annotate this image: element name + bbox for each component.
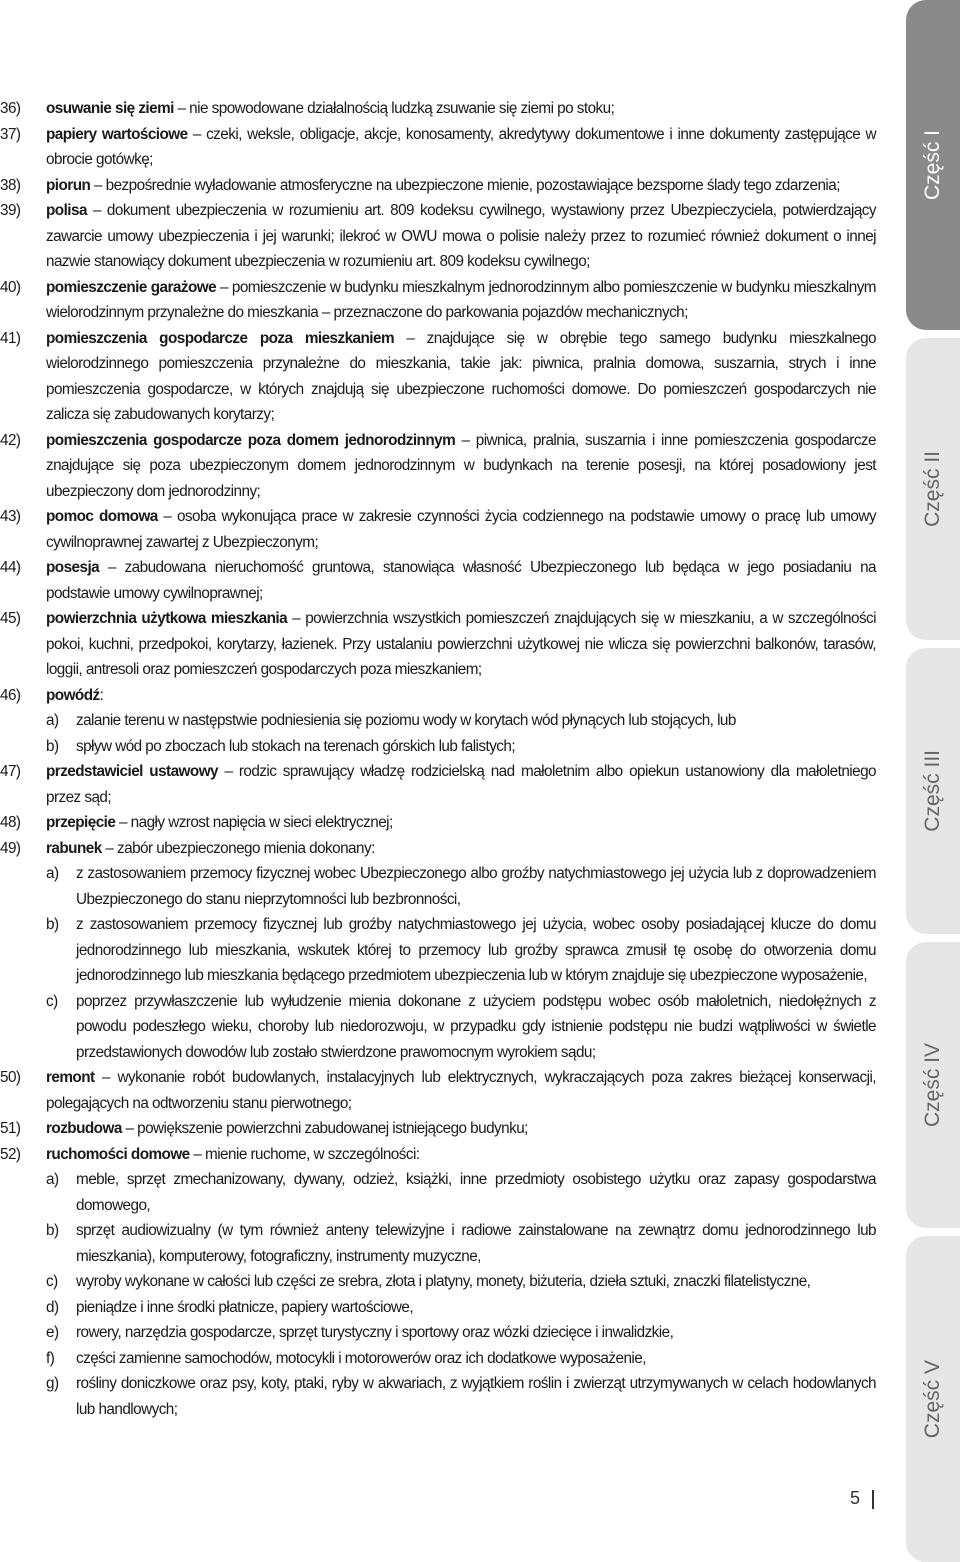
definition-text: – dokument ubezpieczenia w rozumieniu art. 809 kodeksu cywilnego, wystawiony przez Ubezpieczyciela, potwierdzający zawarcie umowy ubezpieczenia i jej warunki; ilekroć w OWU mowa o polisie należy przez to rozumieć również dokument o innej nazwie stanowiący dokument ubezpieczenia w rozumieniu art. 809 kodeksu cywilnego; [46, 202, 876, 270]
tab-czesc-1[interactable] [906, 0, 960, 330]
definitions-list [0, 96, 876, 1422]
subitem-text: meble, sprzęt zmechanizowany, dywany, odzież, książki, inne przedmioty osobistego użytku oraz zapasy gospodarstwa domowego, [76, 1171, 876, 1214]
section-tabs [906, 0, 960, 1562]
definition-subitem [46, 1346, 876, 1372]
definition-subitem [46, 1269, 876, 1295]
definition-item [0, 122, 876, 173]
definition-number: 49) [0, 839, 21, 857]
definition-item [0, 1142, 876, 1423]
definition-subitem [46, 1295, 876, 1321]
definition-term: pomieszczenie garażowe [46, 278, 217, 296]
definition-number: 44) [0, 559, 21, 576]
definition-item [0, 836, 876, 1066]
subitem-letter: b) [46, 737, 59, 755]
tab-label: Część IV [921, 1042, 944, 1128]
definition-term: ruchomości domowe [46, 1145, 190, 1163]
definition-number: 50) [0, 1069, 21, 1086]
definition-subitem [46, 1371, 876, 1422]
definition-subitem [46, 861, 876, 912]
definition-number: 36) [0, 100, 21, 117]
subitem-text: rośliny doniczkowe oraz psy, koty, ptaki, ryby w akwariach, z wyjątkiem roślin i zwierząt utrzymywanych w celach hodowlanych lub handlowych; [76, 1375, 876, 1418]
page-number: 5 [850, 1488, 861, 1508]
definition-term: pomieszczenia gospodarcze poza mieszkaniem [46, 329, 395, 347]
subitem-letter: a) [46, 1171, 59, 1188]
subitem-text: z zastosowaniem przemocy fizycznej wobec Ubezpieczonego albo groźby natychmiastowego jej użycia lub z doprowadzeniem Ubezpieczonego do stanu nieprzytomności lub bezbronności, [76, 865, 876, 908]
definition-item [0, 1116, 876, 1142]
definition-term: rabunek [46, 839, 102, 857]
subitem-text: spływ wód po zboczach lub stokach na terenach górskich lub falistych; [76, 737, 516, 755]
definition-number: 41) [0, 329, 21, 347]
page-number-divider [872, 1490, 874, 1509]
definition-term: papiery wartościowe [46, 125, 188, 143]
definition-item [0, 555, 876, 606]
definition-subitem [46, 989, 876, 1066]
definition-number: 38) [0, 176, 21, 194]
definition-number: 37) [0, 125, 21, 143]
definition-text: – pomieszczenie w budynku mieszkalnym jednorodzinnym albo pomieszczenie w budynku mieszkalnym wielorodzinnym przynależne do mieszkania – przeznaczone do parkowania pojazdów mechanicznych; [46, 278, 876, 321]
definition-item [0, 428, 876, 505]
tab-label: Część II [921, 451, 944, 527]
definition-text: – nie spowodowane działalnością ludzką zsuwanie się ziemi po stoku; [173, 100, 615, 117]
subitem-text: rowery, narzędzia gospodarcze, sprzęt turystyczny i sportowy oraz wózki dziecięce i inwalidzkie, [76, 1324, 674, 1341]
definition-term: przepięcie [46, 814, 116, 831]
definition-number: 42) [0, 431, 21, 449]
definition-number: 52) [0, 1145, 21, 1163]
definition-text: – znajdujące się w obrębie tego samego budynku mieszkalnego wielorodzinnego pomieszczenia przynależne do mieszkania, takie jak: piwnica, pralnia domowa, suszarnia, strych i inne pomieszczenia gospodarcze, w których znajdują się ubezpieczone ruchomości domowe. Do pomieszczeń gospodarczych nie zalicza się zabudowanych korytarzy; [46, 329, 876, 423]
definition-term: osuwanie się ziemi [46, 100, 174, 117]
definition-term: przedstawiciel ustawowy [46, 763, 219, 780]
definition-text: – powierzchnia wszystkich pomieszczeń znajdujących się w mieszkaniu, a w szczególności pokoi, kuchni, przedpokoi, korytarzy, łazienek. Przy ustalaniu powierzchni użytkowej nie wlicza się powierzchni balkonów, tarasów, loggii, antresoli oraz pomieszczeń gospodarczych poza mieszkaniem; [46, 610, 876, 678]
tab-czesc-4[interactable] [906, 942, 960, 1228]
definition-number: 45) [0, 610, 21, 627]
definition-number: 39) [0, 202, 21, 219]
definition-item [0, 173, 876, 199]
subitem-letter: a) [46, 712, 59, 729]
subitem-letter: a) [46, 865, 59, 882]
definition-number: 51) [0, 1120, 21, 1137]
definition-item [0, 275, 876, 326]
definition-number: 43) [0, 508, 21, 525]
definition-item [0, 810, 876, 836]
definition-number: 48) [0, 814, 21, 831]
definition-item [0, 1065, 876, 1116]
definition-number: 46) [0, 686, 21, 704]
subitem-letter: c) [46, 1273, 58, 1290]
definition-text: – powiększenie powierzchni zabudowanej istniejącego budynku; [121, 1120, 528, 1137]
subitem-letter: d) [46, 1298, 59, 1316]
definition-term: powierzchnia użytkowa mieszkania [46, 610, 288, 627]
definition-number: 40) [0, 278, 21, 296]
definition-subitem [46, 1320, 876, 1346]
tab-czesc-3[interactable] [906, 648, 960, 934]
definition-item [0, 683, 876, 760]
definition-text: – wykonanie robót budowlanych, instalacyjnych lub elektrycznych, wykraczających poza zakres bieżącej konserwacji, polegających na odtworzeniu stanu pierwotnego; [46, 1069, 876, 1112]
subitem-letter: c) [46, 992, 58, 1010]
subitem-letter: b) [46, 1222, 59, 1239]
subitem-letter: b) [46, 916, 59, 933]
tab-czesc-2[interactable] [906, 338, 960, 640]
definition-number: 47) [0, 763, 21, 780]
subitem-text: części zamienne samochodów, motocykli i motorowerów oraz ich dodatkowe wyposażenie, [76, 1349, 646, 1367]
subitem-text: poprzez przywłaszczenie lub wyłudzenie mienia dokonane z użyciem podstępu wobec osób małoletnich, niedołężnych z powodu podeszłego wieku, choroby lub niedorozwoju, w przypadku gdy istnienie podstępu nie budzi wątpliwości w świetle przedstawionych dowodów lub zostało stwierdzone prawomocnym wyrokiem sądu; [76, 992, 876, 1061]
definition-term: piorun [46, 176, 91, 194]
definition-text: – mienie ruchome, w szczególności: [189, 1145, 420, 1163]
definition-term: posesja [46, 559, 100, 576]
subitem-letter: g) [46, 1375, 59, 1392]
definition-text: – piwnica, pralnia, suszarnia i inne pomieszczenia gospodarcze znajdujące się poza ubezpieczonym domem jednorodzinnym w budynkach na terenie posesji, na której posadowiony jest ubezpieczony dom jednorodzinny; [46, 431, 876, 500]
definition-subitem [46, 734, 876, 760]
tab-czesc-5[interactable] [906, 1236, 960, 1562]
subitem-text: wyroby wykonane w całości lub części ze srebra, złota i platyny, monety, biżuteria, dzieła sztuki, znaczki filatelistyczne, [76, 1273, 811, 1290]
definition-item [0, 606, 876, 683]
definition-term: powódź [46, 686, 100, 704]
definition-text: – czeki, weksle, obligacje, akcje, konosamenty, akredytywy dokumentowe i inne dokumenty zastępujące w obrocie gotówkę; [46, 125, 876, 168]
tab-label: Część III [921, 750, 944, 832]
definition-term: pomoc domowa [46, 508, 158, 525]
definition-item [0, 504, 876, 555]
definition-text: – osoba wykonująca prace w zakresie czynności życia codziennego na podstawie umowy o pracę lub umowy cywilnoprawnej zawartej z Ubezpieczonym; [46, 508, 876, 551]
definition-subitem [46, 708, 876, 734]
definition-text: : [99, 686, 104, 704]
definition-text: – zabudowana nieruchomość gruntowa, stanowiąca własność Ubezpieczonego lub będąca w jego posiadaniu na podstawie umowy cywilnoprawnej; [46, 559, 876, 602]
definition-subitem [46, 1167, 876, 1218]
definition-text: – nagły wzrost napięcia w sieci elektrycznej; [115, 814, 393, 831]
definition-item [0, 759, 876, 810]
definition-item [0, 326, 876, 428]
definition-term: remont [46, 1069, 95, 1086]
definition-subitem [46, 912, 876, 989]
definition-term: polisa [46, 202, 87, 219]
definition-subitem [46, 1218, 876, 1269]
definition-item [0, 96, 876, 122]
subitem-text: z zastosowaniem przemocy fizycznej lub groźby natychmiastowego jej użycia, wobec osoby posiadającej klucze do domu jednorodzinnego lub mieszkania, wskutek której to przemocy lub groźby sprawca zmusił tę osobę do otworzenia domu jednorodzinnego lub mieszkania będącego przedmiotem ubezpieczenia lub w którym znajduje się ubezpieczone wyposażenie, [76, 916, 876, 984]
subitem-letter: e) [46, 1324, 59, 1341]
tab-label: Część V [921, 1359, 944, 1439]
subitem-letter: f) [46, 1349, 55, 1367]
subitem-text: pieniądze i inne środki płatnicze, papiery wartościowe, [76, 1298, 414, 1316]
tab-label: Część I [921, 129, 944, 200]
definition-text: – zabór ubezpieczonego mienia dokonany: [101, 839, 375, 857]
definition-item [0, 198, 876, 275]
definition-term: rozbudowa [46, 1120, 122, 1137]
subitem-text: zalanie terenu w następstwie podniesienia się poziomu wody w korytach wód płynących lub stojących, lub [76, 712, 736, 729]
subitem-text: sprzęt audiowizualny (w tym również anteny telewizyjne i radiowe zainstalowane na zewnątrz domu jednorodzinnego lub mieszkania), komputerowy, fotograficzny, instrumenty muzyczne, [76, 1222, 876, 1265]
definition-text: – rodzic sprawujący władzę rodzicielską nad małoletnim albo opiekun ustanowiony dla małoletniego przez sąd; [46, 763, 876, 806]
definition-term: pomieszczenia gospodarcze poza domem jednorodzinnym [46, 431, 456, 449]
definition-text: – bezpośrednie wyładowanie atmosferyczne na ubezpieczone mienie, pozostawiające bezsporne ślady tego zdarzenia; [90, 176, 840, 194]
